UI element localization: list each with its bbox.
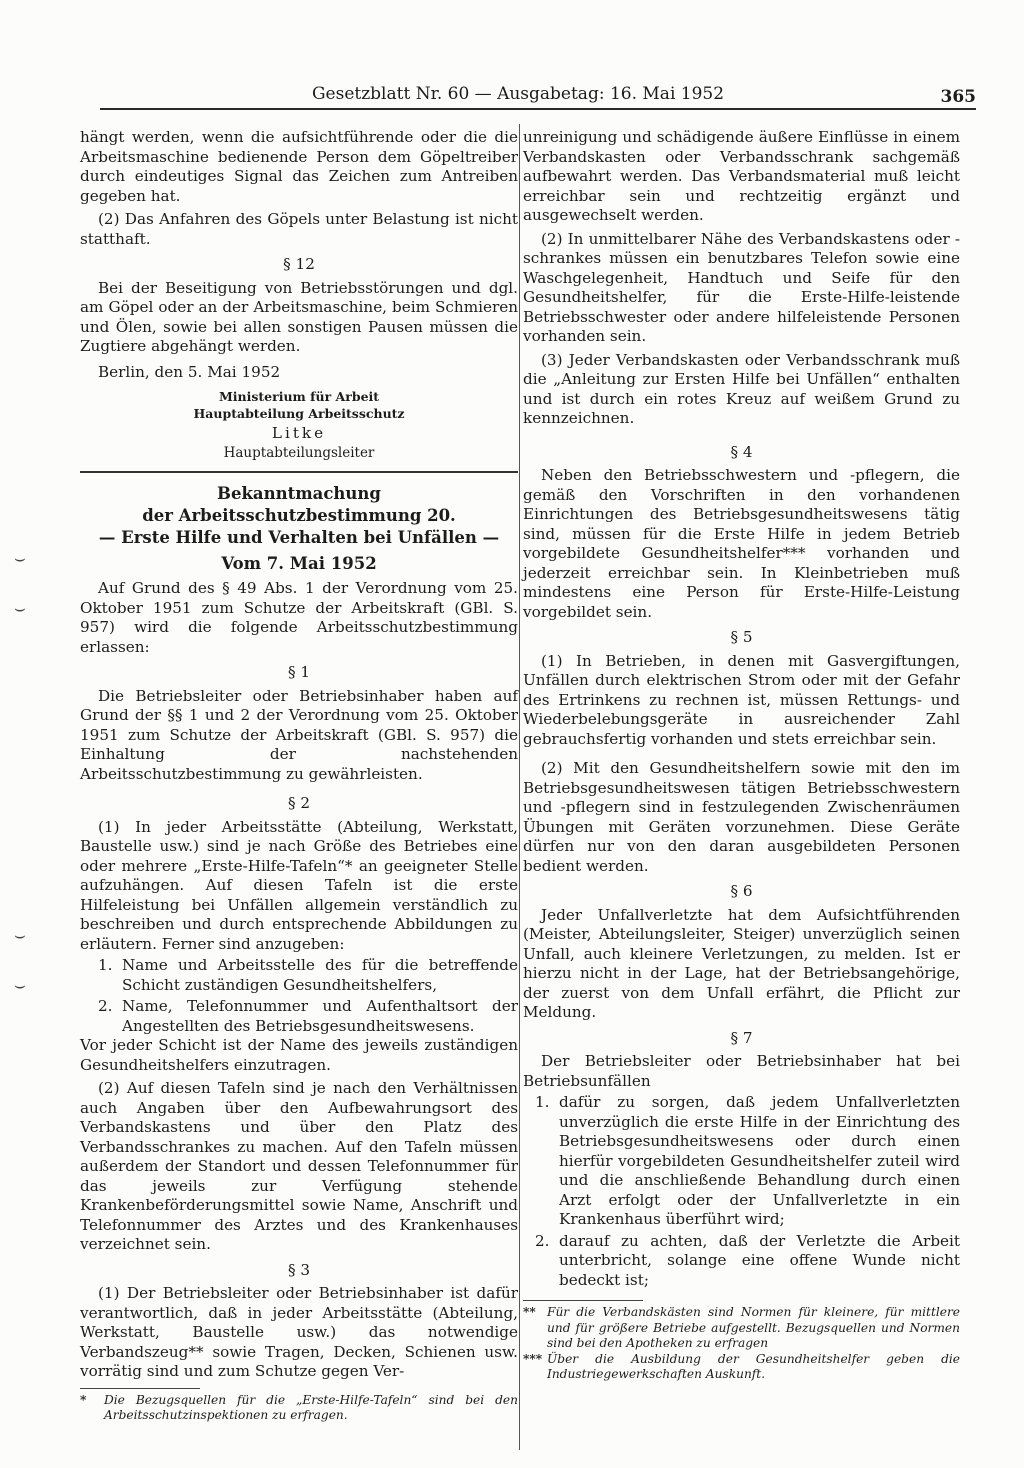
announcement-title: Bekanntmachung bbox=[217, 484, 381, 503]
list-text: dafür zu sorgen, daß jedem Unfallverletzten unverzüglich die erste Hilfe in der Einrichtung des Betriebsgesundheitswesens oder durch einen hierfür vorgebildeten Gesundheitshelfer zuteil wird und die anschließende Behandlung durch einen Arzt erfolgt oder der Unfallverletzte in ein Krankenhaus überführt wird; bbox=[559, 1093, 960, 1228]
paragraph-4: Neben den Betriebsschwestern und -pflegern, die gemäß den Vorschriften in den vorhandenen Einrichtungen des Betriebsgesundheitswesens tätig sind, müssen für die Erste Hilfe in jedem Betrieb vorgebildete Gesundheitshelfer*** vorhanden und jederzeit erreichbar sein. In Kleinbetrieben muß mindestens eine Person für Erste-Hilfe-Leistung vorgebildet sein. bbox=[523, 466, 960, 621]
announcement-topic: — Erste Hilfe und Verhalten bei Unfällen — bbox=[98, 528, 500, 547]
paragraph-3-3: (3) Jeder Verbandskasten oder Verbandsschrank muß die „Anleitung zur Ersten Hilfe bei Unfällen“ enthalten und ist durch ein rotes Kreuz auf weißem Grund zu kennzeichnen. bbox=[523, 350, 960, 427]
paragraph-3-1: (1) Der Betriebsleiter oder Betriebsinhaber ist dafür verantwortlich, daß in jeder Arbeitsstätte (Abteilung, Werkstatt, Baustelle usw.) das notwendige Verbandszeug** sowie Tragen, Decken, Schienen usw. vorrätig sind und zum Schutze gegen Ver- bbox=[80, 1284, 518, 1380]
margin-mark: ⌣ bbox=[14, 598, 26, 619]
signature-role: Hauptabteilungsleiter bbox=[223, 444, 375, 461]
list-number: 1. bbox=[98, 956, 113, 974]
list-number: 2. bbox=[535, 1231, 550, 1250]
signature-department: Hauptabteilung Arbeitsschutz bbox=[193, 406, 405, 421]
list-item bbox=[523, 1232, 960, 1291]
section-heading-4: § 4 bbox=[730, 442, 753, 461]
announcement-date: Vom 7. Mai 1952 bbox=[221, 554, 377, 573]
header-title: Gesetzblatt Nr. 60 — Ausgabetag: 16. Mai 1952 bbox=[311, 84, 725, 104]
list-item bbox=[80, 956, 518, 995]
section-heading-7: § 7 bbox=[730, 1028, 753, 1047]
list-number: 1. bbox=[535, 1093, 550, 1111]
paragraph-3-2: (2) In unmittelbarer Nähe des Verbandskastens oder -schrankes müssen ein benutzbares Telefon sowie eine Waschgelegenheit, Handtuch und Seife für den Gesundheitshelfer, für die Erste-Hilfe-leistende Betriebsschwester oder andere hilfeleistende Personen vorhanden sein. bbox=[523, 229, 960, 345]
paragraph-1: Die Betriebsleiter oder Betriebsinhaber haben auf Grund der §§ 1 und 2 der Verordnung vom 25. Oktober 1951 zum Schutze der Arbeitskraft (GBl. S. 957) die Einhaltung der nachstehenden Arbeitsschutzbestimmung zu gewährleisten. bbox=[80, 686, 518, 783]
paragraph-2-after-list: Vor jeder Schicht ist der Name des jeweils zuständigen Gesundheitshelfers einzutragen. bbox=[80, 1036, 518, 1074]
footnote bbox=[523, 1352, 960, 1383]
footnote-mark: *** bbox=[523, 1351, 543, 1366]
list-number: 2. bbox=[98, 997, 113, 1015]
section-heading-2: § 2 bbox=[287, 794, 311, 812]
list-item bbox=[80, 997, 518, 1036]
footnote-text: Die Bezugsquellen für die „Erste-Hilfe-Tafeln“ sind bei den Arbeitsschutzinspektionen zu erfragen. bbox=[104, 1392, 518, 1422]
section-divider bbox=[80, 471, 518, 473]
section-heading-5: § 5 bbox=[730, 628, 753, 646]
footnote-text: Für die Verbandskästen sind Normen für kleinere, für mittlere und für größere Betriebe aufgestellt. Bezugsquellen und Normen sind bei den Apotheken zu erfragen bbox=[547, 1305, 960, 1350]
paragraph-2-1: (1) In jeder Arbeitsstätte (Abteilung, Werkstatt, Baustelle usw.) sind je nach Größe des Betriebes eine oder mehrere „Erste-Hilfe-Tafeln“* an geeigneter Stelle aufzuhängen. Auf diesen Tafeln ist die erste Hilfeleistung bei Unfällen allgemein verständlich zu beschreiben und durch entsprechende Abbildungen zu erläutern. Ferner sind anzugeben: bbox=[80, 817, 518, 953]
intro-paragraph: Auf Grund des § 49 Abs. 1 der Verordnung vom 25. Oktober 1951 zum Schutze der Arbeitskraft (GBl. S. 957) wird die folgende Arbeitsschutzbestimmung erlassen: bbox=[80, 579, 518, 656]
footnote-rule bbox=[80, 1388, 200, 1389]
paragraph-continuation: hängt werden, wenn die aufsichtführende oder die die Arbeitsmaschine bedienende Person dem Göpeltreiber durch eindeutiges Signal das Zeichen zum Antreiben gegeben hat. bbox=[80, 128, 518, 205]
right-column bbox=[523, 128, 960, 1383]
column-divider bbox=[519, 124, 520, 1450]
footnote bbox=[80, 1393, 518, 1424]
paragraph-5-1: (1) In Betrieben, in denen mit Gasvergiftungen, Unfällen durch elektrischen Strom oder mit der Gefahr des Ertrinkens zu rechnen ist, müssen Rettungs- und Wiederbelebungsgeräte in ausreichender Zahl gebrauchsfertig vorhanden und stets erreichbar sein. bbox=[523, 651, 960, 748]
margin-mark: ⌣ bbox=[14, 925, 26, 946]
signature-ministry: Ministerium für Arbeit bbox=[218, 389, 380, 404]
page-number: 365 bbox=[940, 87, 976, 107]
paragraph-11-2: (2) Das Anfahren des Göpels unter Belastung ist nicht statthaft. bbox=[80, 210, 518, 248]
signature-name: Litke bbox=[271, 424, 327, 442]
paragraph-7: Der Betriebsleiter oder Betriebsinhaber hat bei Betriebsunfällen bbox=[523, 1052, 960, 1090]
paragraph-12: Bei der Beseitigung von Betriebsstörungen und dgl. am Göpel oder an der Arbeitsmaschine, beim Schmieren und Ölen, sowie bei allen sonstigen Pausen müssen die Zugtiere abgehängt werden. bbox=[80, 278, 518, 355]
section-heading-3: § 3 bbox=[287, 1260, 311, 1279]
list-text: darauf zu achten, daß der Verletzte die Arbeit unterbricht, solange eine offene Wunde nicht bedeckt ist; bbox=[559, 1231, 960, 1289]
paragraph-5-2: (2) Mit den Gesundheitshelfern sowie mit den im Betriebsgesundheitswesen tätigen Betriebsschwestern und -pflegern sind in festzulegenden Zwischenräumen Übungen mit Geräten vorzunehmen. Diese Geräte dürfen nur von den daran ausgebildeten Personen bedient werden. bbox=[523, 759, 960, 875]
announcement-subtitle: der Arbeitsschutzbestimmung 20. bbox=[142, 506, 456, 525]
place-date: Berlin, den 5. Mai 1952 bbox=[98, 362, 281, 381]
paragraph-3-continuation: unreinigung und schädigende äußere Einflüsse in einem Verbandskasten oder Verbandsschrank sachgemäß aufbewahrt werden. Das Verbandsmaterial muß leicht erreichbar sein und rechtzeitig ergänzt und ausgewechselt werden. bbox=[523, 128, 960, 224]
list-text: Name, Telefonnummer und Aufenthaltsort der Angestellten des Betriebsgesundheitswesens. bbox=[122, 997, 518, 1035]
paragraph-6: Jeder Unfallverletzte hat dem Aufsichtführenden (Meister, Abteilungsleiter, Steiger) unverzüglich seinen Unfall, auch kleinere Verletzungen, zu melden. Ist er hierzu nicht in der Lage, hat der Betriebsangehörige, der zuerst von dem Unfall erfährt, die Pflicht zur Meldung. bbox=[523, 905, 960, 1021]
footnote-text: Über die Ausbildung der Gesundheitshelfer geben die Industriegewerkschaften Auskunft. bbox=[547, 1351, 960, 1381]
footnote bbox=[523, 1305, 960, 1352]
margin-mark: ⌣ bbox=[14, 548, 26, 569]
footnote-mark: ** bbox=[523, 1305, 536, 1319]
header-rule bbox=[100, 108, 976, 110]
footnote-rule bbox=[523, 1300, 643, 1301]
margin-mark: ⌣ bbox=[14, 975, 26, 996]
list-item bbox=[523, 1093, 960, 1230]
paragraph-2-2: (2) Auf diesen Tafeln sind je nach den Verhältnissen auch Angaben über den Aufbewahrungsort des Verbandskastens und über den Platz des Verbandsschrankes zu machen. Auf den Tafeln müssen außerdem der Standort und dessen Telefonnummer für das jeweils zur Verfügung stehende Krankenbeförderungsmittel sowie Name, Anschrift und Telefonnummer des Arztes und des Krankenhauses verzeichnet sein. bbox=[80, 1079, 518, 1253]
left-column bbox=[80, 128, 518, 1424]
section-heading-12: § 12 bbox=[283, 255, 315, 273]
section-heading-6: § 6 bbox=[730, 882, 753, 900]
list-text: Name und Arbeitsstelle des für die betreffende Schicht zuständigen Gesundheitshelfers, bbox=[122, 956, 518, 994]
footnote-mark: * bbox=[80, 1392, 87, 1407]
section-heading-1: § 1 bbox=[287, 663, 311, 681]
